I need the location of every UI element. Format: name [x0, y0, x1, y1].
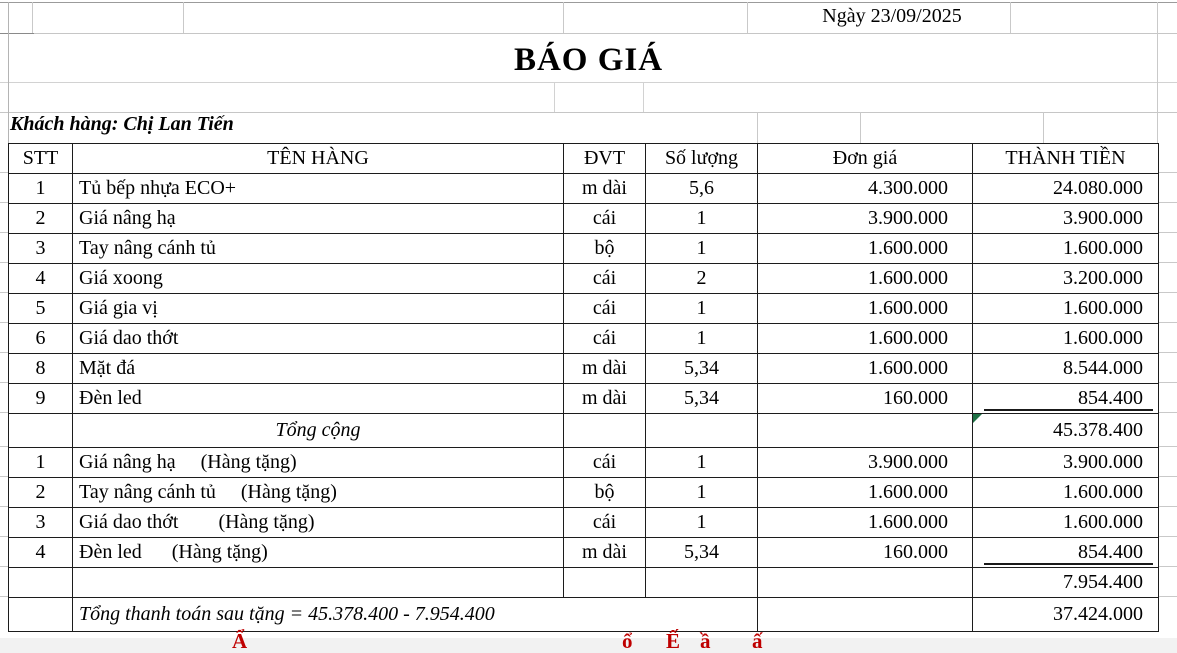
- cell-unit-price: 160.000: [758, 538, 973, 568]
- cell-name: Đèn led (Hàng tặng): [73, 538, 564, 568]
- cell-stt: 4: [9, 538, 73, 568]
- cell-unit-price: 4.300.000: [758, 174, 973, 204]
- cell-stt: 3: [9, 508, 73, 538]
- cell-unit-price: 1.600.000: [758, 354, 973, 384]
- cell-name: Giá gia vị: [73, 294, 564, 324]
- grand-total-row: [9, 598, 1159, 632]
- gift-row: [9, 538, 1159, 568]
- gridline-right-strip: [1159, 143, 1177, 631]
- gift-row: [9, 508, 1159, 538]
- cell-unit-price: 3.900.000: [758, 204, 973, 234]
- cell-qty: 5,6: [646, 174, 758, 204]
- cell-unit: bộ: [564, 234, 646, 264]
- cell-qty: [646, 568, 758, 598]
- cell-name: Giá nâng hạ (Hàng tặng): [73, 448, 564, 478]
- cell-unit-price: 1.600.000: [758, 234, 973, 264]
- gift-row: [9, 448, 1159, 478]
- cell-unit: cái: [564, 508, 646, 538]
- cell-error-triangle-icon: [973, 414, 982, 423]
- cell-stt: 4: [9, 264, 73, 294]
- gridline: [183, 2, 184, 33]
- cell-qty: 5,34: [646, 354, 758, 384]
- cell-amount: 3.900.000: [973, 448, 1159, 478]
- cell-name: Giá dao thớt: [73, 324, 564, 354]
- cell-unit: m dài: [564, 538, 646, 568]
- cutoff-red-text-fragment: ấ: [752, 629, 763, 653]
- cell-amount: 1.600.000: [973, 234, 1159, 264]
- cell-unit-price: 1.600.000: [758, 508, 973, 538]
- header-so-luong: Số lượng: [646, 144, 758, 174]
- cell-stt: 9: [9, 384, 73, 414]
- cell-stt: 1: [9, 448, 73, 478]
- cell-qty: 1: [646, 234, 758, 264]
- customer-line: Khách hàng: Chị Lan Tiến: [10, 113, 242, 136]
- cell-name: Mặt đá: [73, 354, 564, 384]
- gridline: [563, 2, 564, 33]
- cell-qty: 1: [646, 448, 758, 478]
- table-row: [9, 354, 1159, 384]
- cell-stt: [9, 598, 73, 632]
- cell-amount: [973, 538, 1159, 568]
- grand-total-label: Tổng thanh toán sau tặng = 45.378.400 - 7.954.400: [73, 598, 758, 632]
- header-dvt: ĐVT: [564, 144, 646, 174]
- cell-unit: m dài: [564, 384, 646, 414]
- gift-total-row: [9, 568, 1159, 598]
- subtotal-label: Tổng cộng: [73, 414, 564, 448]
- cell-stt: [9, 568, 73, 598]
- table-row: [9, 234, 1159, 264]
- table-row: [9, 294, 1159, 324]
- cell-name: Tay nâng cánh tủ (Hàng tặng): [73, 478, 564, 508]
- cell-unit: cái: [564, 448, 646, 478]
- cell-qty: 5,34: [646, 538, 758, 568]
- table-row: [9, 264, 1159, 294]
- cell-name: Giá xoong: [73, 264, 564, 294]
- subtotal-amount: [973, 414, 1159, 448]
- cell-unit: [564, 568, 646, 598]
- cell-unit: cái: [564, 264, 646, 294]
- table-row: [9, 174, 1159, 204]
- cutoff-red-text-fragment: ầ: [700, 629, 711, 653]
- grand-total-amount: 37.424.000: [973, 598, 1159, 632]
- cutoff-red-text-fragment: Ẩ: [232, 629, 248, 653]
- sum-underline: [984, 563, 1153, 565]
- cell-amount-text: 854.400: [1078, 541, 1143, 563]
- cell-unit-price: [758, 598, 973, 632]
- table-row: [9, 204, 1159, 234]
- gridline: [0, 2, 1177, 3]
- cell-qty: 1: [646, 478, 758, 508]
- cell-unit: cái: [564, 294, 646, 324]
- cell-stt: 3: [9, 234, 73, 264]
- cell-unit: m dài: [564, 174, 646, 204]
- cell-stt: 5: [9, 294, 73, 324]
- cell-amount: 1.600.000: [973, 324, 1159, 354]
- gridline-left-strip: [0, 143, 8, 631]
- cell-amount: 3.900.000: [973, 204, 1159, 234]
- cell-unit-price: [758, 568, 973, 598]
- cell-stt: 2: [9, 478, 73, 508]
- table-row: [9, 324, 1159, 354]
- cell-amount: 24.080.000: [973, 174, 1159, 204]
- cell-qty: 1: [646, 324, 758, 354]
- header-don-gia: Đơn giá: [758, 144, 973, 174]
- cell-stt: [9, 414, 73, 448]
- cell-unit-price: 1.600.000: [758, 294, 973, 324]
- gridline: [643, 82, 644, 112]
- cell-unit-price: 1.600.000: [758, 264, 973, 294]
- cell-unit: m dài: [564, 354, 646, 384]
- sum-underline: [984, 409, 1153, 411]
- cell-unit-price: 160.000: [758, 384, 973, 414]
- page-title-text: BÁO GIÁ: [504, 42, 673, 78]
- cell-qty: 1: [646, 204, 758, 234]
- cell-amount: 3.200.000: [973, 264, 1159, 294]
- cell-unit-price: 3.900.000: [758, 448, 973, 478]
- gridline: [32, 2, 33, 33]
- cell-unit: cái: [564, 324, 646, 354]
- cell-stt: 2: [9, 204, 73, 234]
- cell-qty: 1: [646, 294, 758, 324]
- cell-stt: 1: [9, 174, 73, 204]
- subtotal-amount-text: 45.378.400: [1053, 419, 1143, 441]
- quote-table: [8, 143, 1159, 632]
- page-title: [0, 38, 1177, 82]
- cell-stt: 6: [9, 324, 73, 354]
- gridline: [0, 33, 34, 34]
- gridline: [0, 33, 1177, 34]
- cell-unit-price: 1.600.000: [758, 324, 973, 354]
- header-stt: STT: [9, 144, 73, 174]
- gridline: [757, 112, 758, 143]
- cell-name: Tủ bếp nhựa ECO+: [73, 174, 564, 204]
- cell-unit-price: 1.600.000: [758, 478, 973, 508]
- subtotal-row: [9, 414, 1159, 448]
- cell-unit: [564, 414, 646, 448]
- cell-qty: 5,34: [646, 384, 758, 414]
- cell-name: Giá nâng hạ: [73, 204, 564, 234]
- cell-name: Giá dao thớt (Hàng tặng): [73, 508, 564, 538]
- header-ten-hang: TÊN HÀNG: [73, 144, 564, 174]
- cell-unit: cái: [564, 204, 646, 234]
- cutoff-red-text-fragment: ổ: [622, 629, 633, 653]
- cell-name: Tay nâng cánh tủ: [73, 234, 564, 264]
- gridline: [0, 82, 1177, 83]
- gridline: [860, 112, 861, 143]
- header-thanh-tien: THÀNH TIỀN: [973, 144, 1159, 174]
- gift-row: [9, 478, 1159, 508]
- gridline: [1043, 112, 1044, 143]
- table-header-row: [9, 144, 1159, 174]
- cell-amount-text: 854.400: [1078, 387, 1143, 409]
- cell-amount: 1.600.000: [973, 478, 1159, 508]
- table-row: [9, 384, 1159, 414]
- cell-amount: 1.600.000: [973, 508, 1159, 538]
- gridline: [554, 82, 555, 112]
- cell-qty: 1: [646, 508, 758, 538]
- cell-unit-price: [758, 414, 973, 448]
- cell-amount: 1.600.000: [973, 294, 1159, 324]
- cell-amount: [973, 384, 1159, 414]
- cell-qty: [646, 414, 758, 448]
- cell-stt: 8: [9, 354, 73, 384]
- cell-unit: bộ: [564, 478, 646, 508]
- date-label: Ngày 23/09/2025: [822, 5, 962, 27]
- cell-qty: 2: [646, 264, 758, 294]
- gift-total-amount: 7.954.400: [973, 568, 1159, 598]
- cell-name: Đèn led: [73, 384, 564, 414]
- cutoff-red-text-fragment: Ế: [666, 629, 681, 653]
- cell-amount: 8.544.000: [973, 354, 1159, 384]
- cell-name: [73, 568, 564, 598]
